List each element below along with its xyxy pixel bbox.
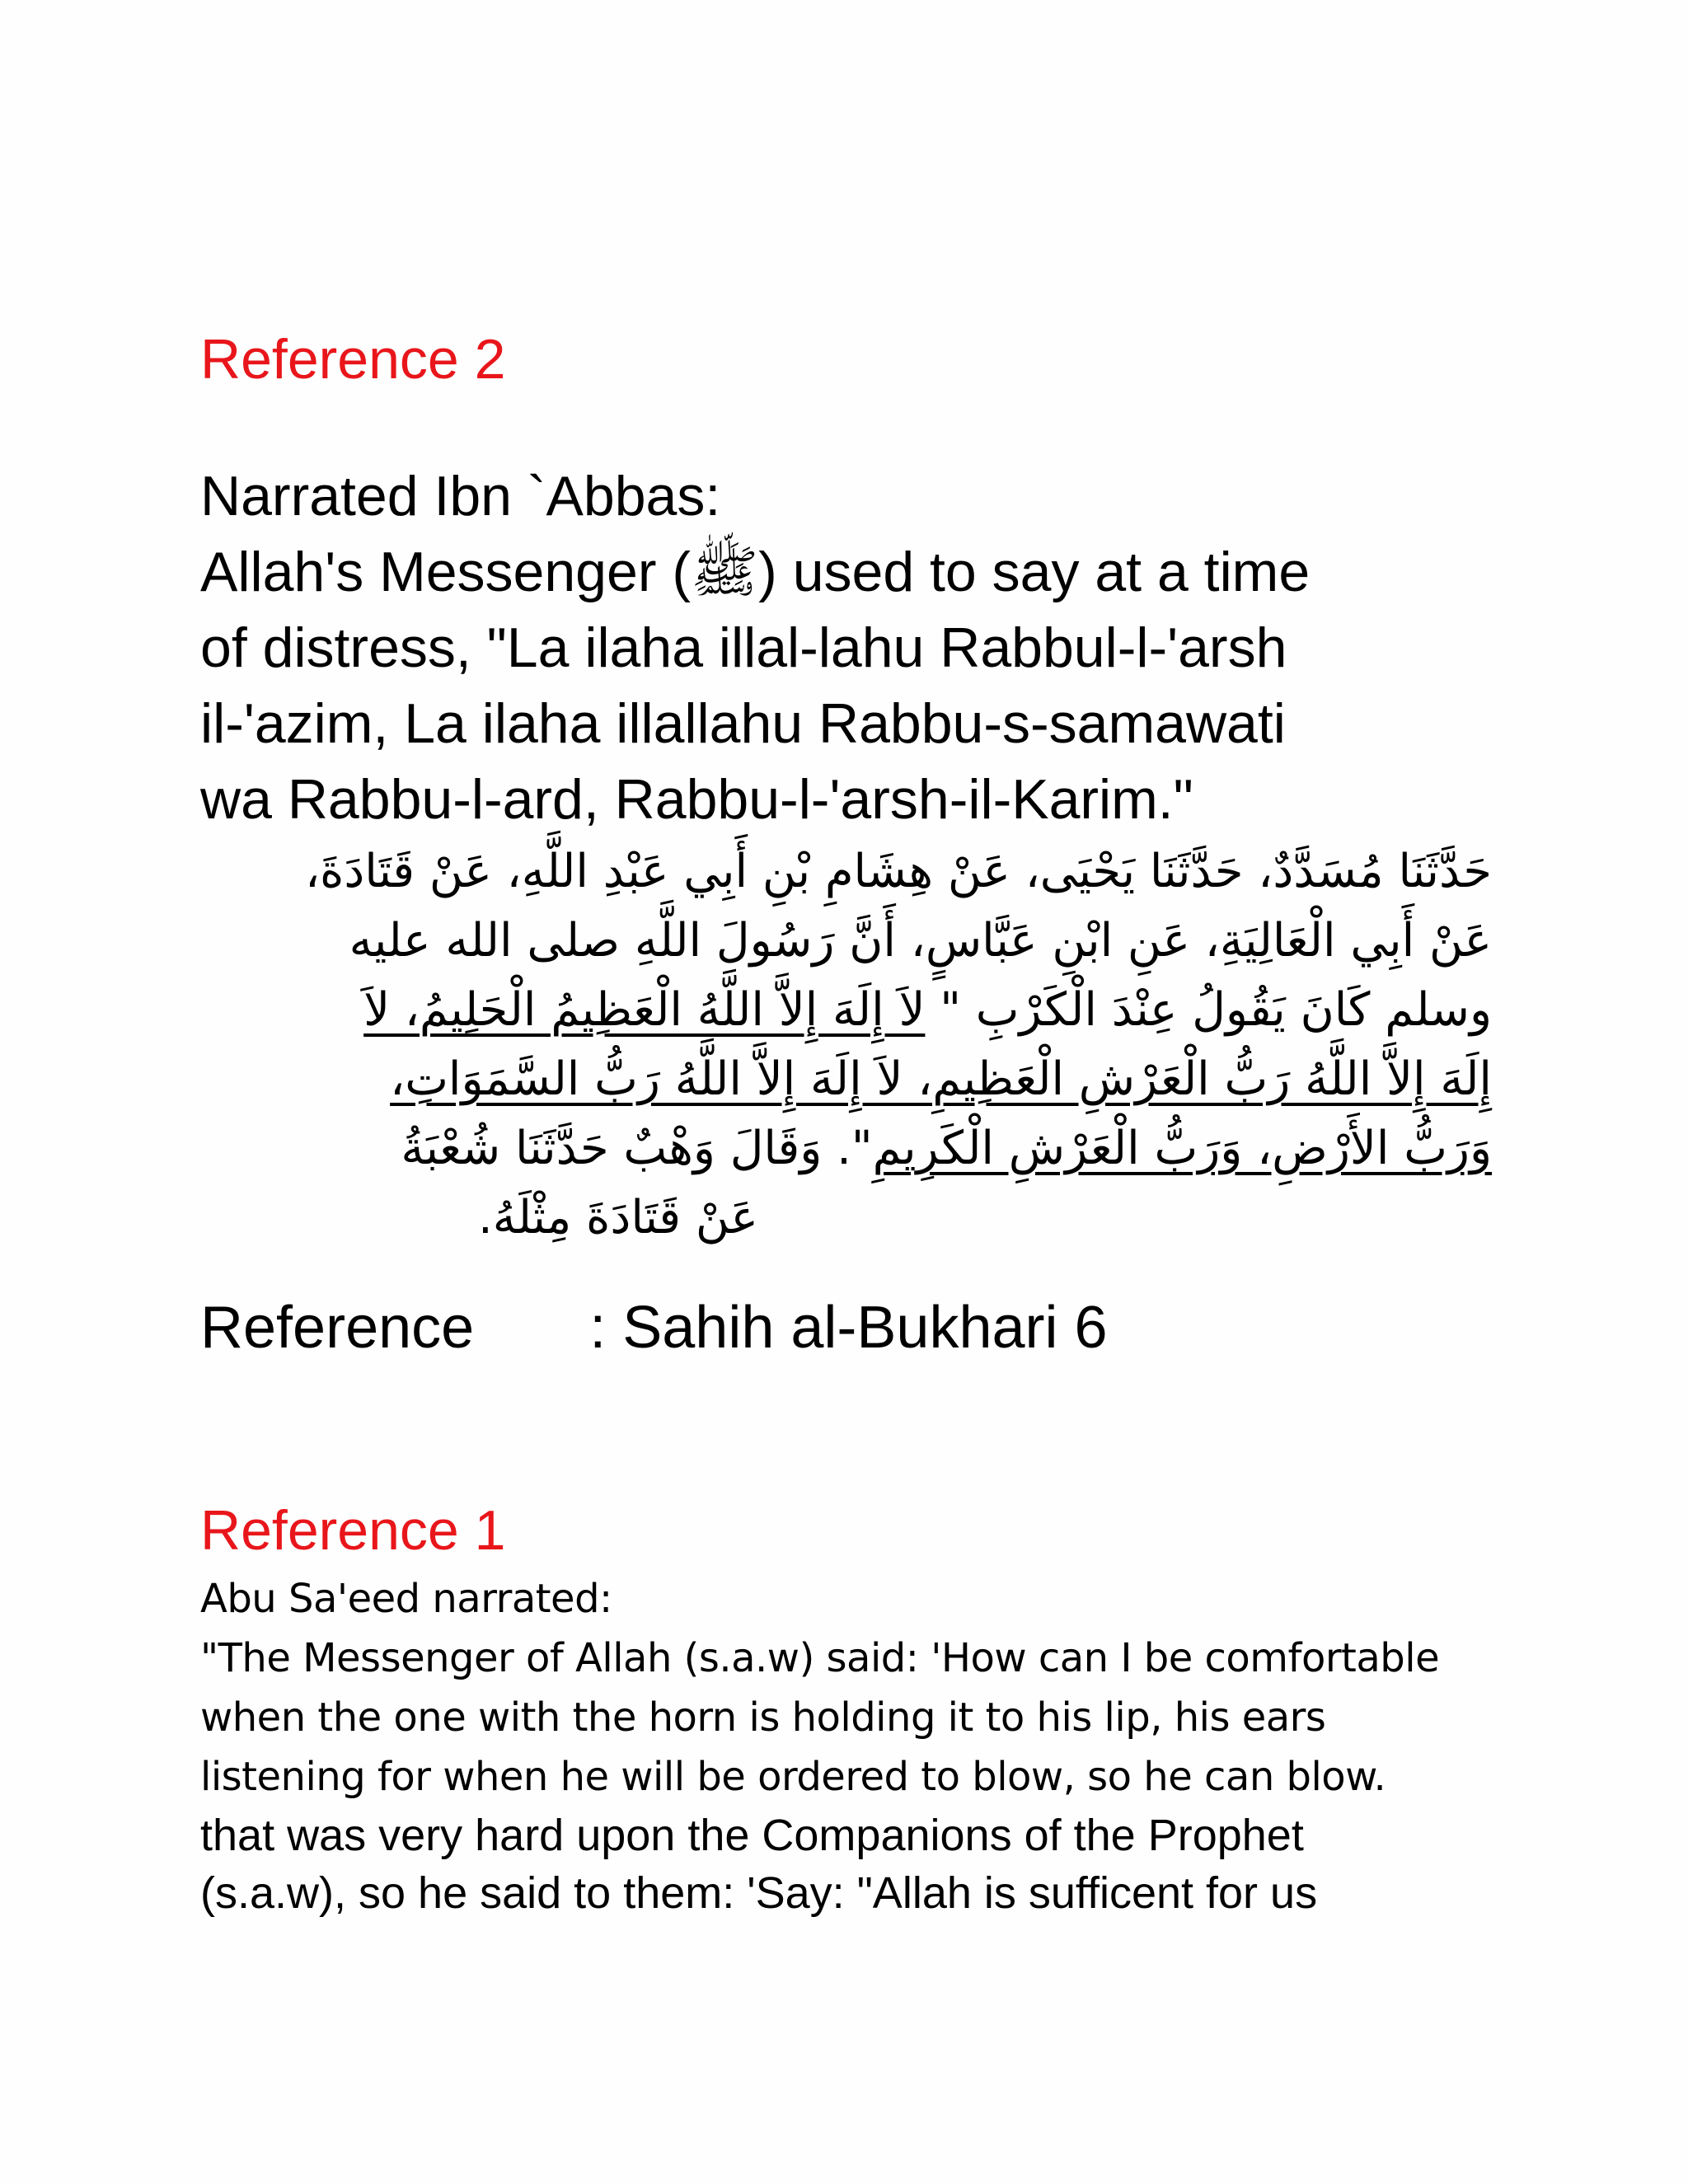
arabic-segment: وسلم كَانَ يَقُولُ عِنْدَ الْكَرْبِ " <box>925 983 1492 1037</box>
english-line: wa Rabbu-l-ard, Rabbu-l-'arsh-il-Karim." <box>200 768 1193 831</box>
body-line: when the one with the horn is holding it to his lip, his ears <box>200 1694 1326 1741</box>
reference-1-body <box>200 1569 1503 1922</box>
reference-2-english <box>200 458 1503 837</box>
arabic-underlined-segment: وَرَبُّ الأَرْضِ، وَرَبُّ الْعَرْشِ الْكَرِيمِ <box>872 1122 1492 1175</box>
reference-citation <box>200 1291 1503 1365</box>
arabic-line <box>165 1114 1492 1183</box>
narrator-line: Abu Sa'eed narrated: <box>200 1576 612 1622</box>
reference-1-heading: Reference 1 <box>200 1499 506 1562</box>
reference-value: : Sahih al-Bukhari 6 <box>589 1295 1108 1361</box>
body-line: (s.a.w), so he said to them: 'Say: "Allah is sufficent for us <box>200 1868 1318 1918</box>
arabic-segment: عَنْ قَتَادَةَ مِثْلَهُ. <box>478 1191 758 1244</box>
arabic-line <box>165 976 1492 1045</box>
arabic-underlined-segment: إِلَهَ إِلاَّ اللَّهُ رَبُّ الْعَرْشِ الْعَظِيمِ، لاَ إِلَهَ إِلاَّ اللَّهُ رَبُّ السَّمَوَاتِ، <box>390 1052 1492 1106</box>
arabic-line <box>165 907 1492 976</box>
reference-label: Reference <box>200 1295 475 1361</box>
body-line: "The Messenger of Allah (s.a.w) said: 'How can I be comfortable <box>200 1635 1440 1681</box>
arabic-line <box>165 837 1492 907</box>
arabic-segment: ". وَقَالَ وَهْبٌ حَدَّثَنَا شُعْبَةُ <box>401 1122 873 1175</box>
english-line: Allah's Messenger (ﷺ) used to say at a time <box>200 541 1311 603</box>
reference-2-heading: Reference 2 <box>200 328 506 391</box>
arabic-line <box>165 1183 1492 1253</box>
arabic-underlined-segment: لاَ إِلَهَ إِلاَّ اللَّهُ الْعَظِيمُ الْحَلِيمُ، لاَ <box>363 983 926 1037</box>
narrator-line: Narrated Ibn `Abbas: <box>200 465 721 527</box>
arabic-segment: حَدَّثَنَا مُسَدَّدٌ، حَدَّثَنَا يَحْيَى، عَنْ هِشَامِ بْنِ أَبِي عَبْدِ اللَّهِ، عَنْ قَتَادَةَ، <box>304 845 1492 898</box>
arabic-line <box>165 1045 1492 1114</box>
arabic-segment: عَنْ أَبِي الْعَالِيَةِ، عَنِ ابْنِ عَبَّاسٍ، أَنَّ رَسُولَ اللَّهِ صلى الله عليه <box>349 914 1492 968</box>
body-line: that was very hard upon the Companions of the Prophet <box>200 1811 1304 1860</box>
english-line: il-'azim, La ilaha illallahu Rabbu-s-samawati <box>200 692 1286 755</box>
body-line: listening for when he will be ordered to blow, so he can blow. <box>200 1754 1386 1800</box>
english-line: of distress, "La ilaha illal-lahu Rabbul-l-'arsh <box>200 616 1287 679</box>
arabic-text <box>165 837 1492 1253</box>
